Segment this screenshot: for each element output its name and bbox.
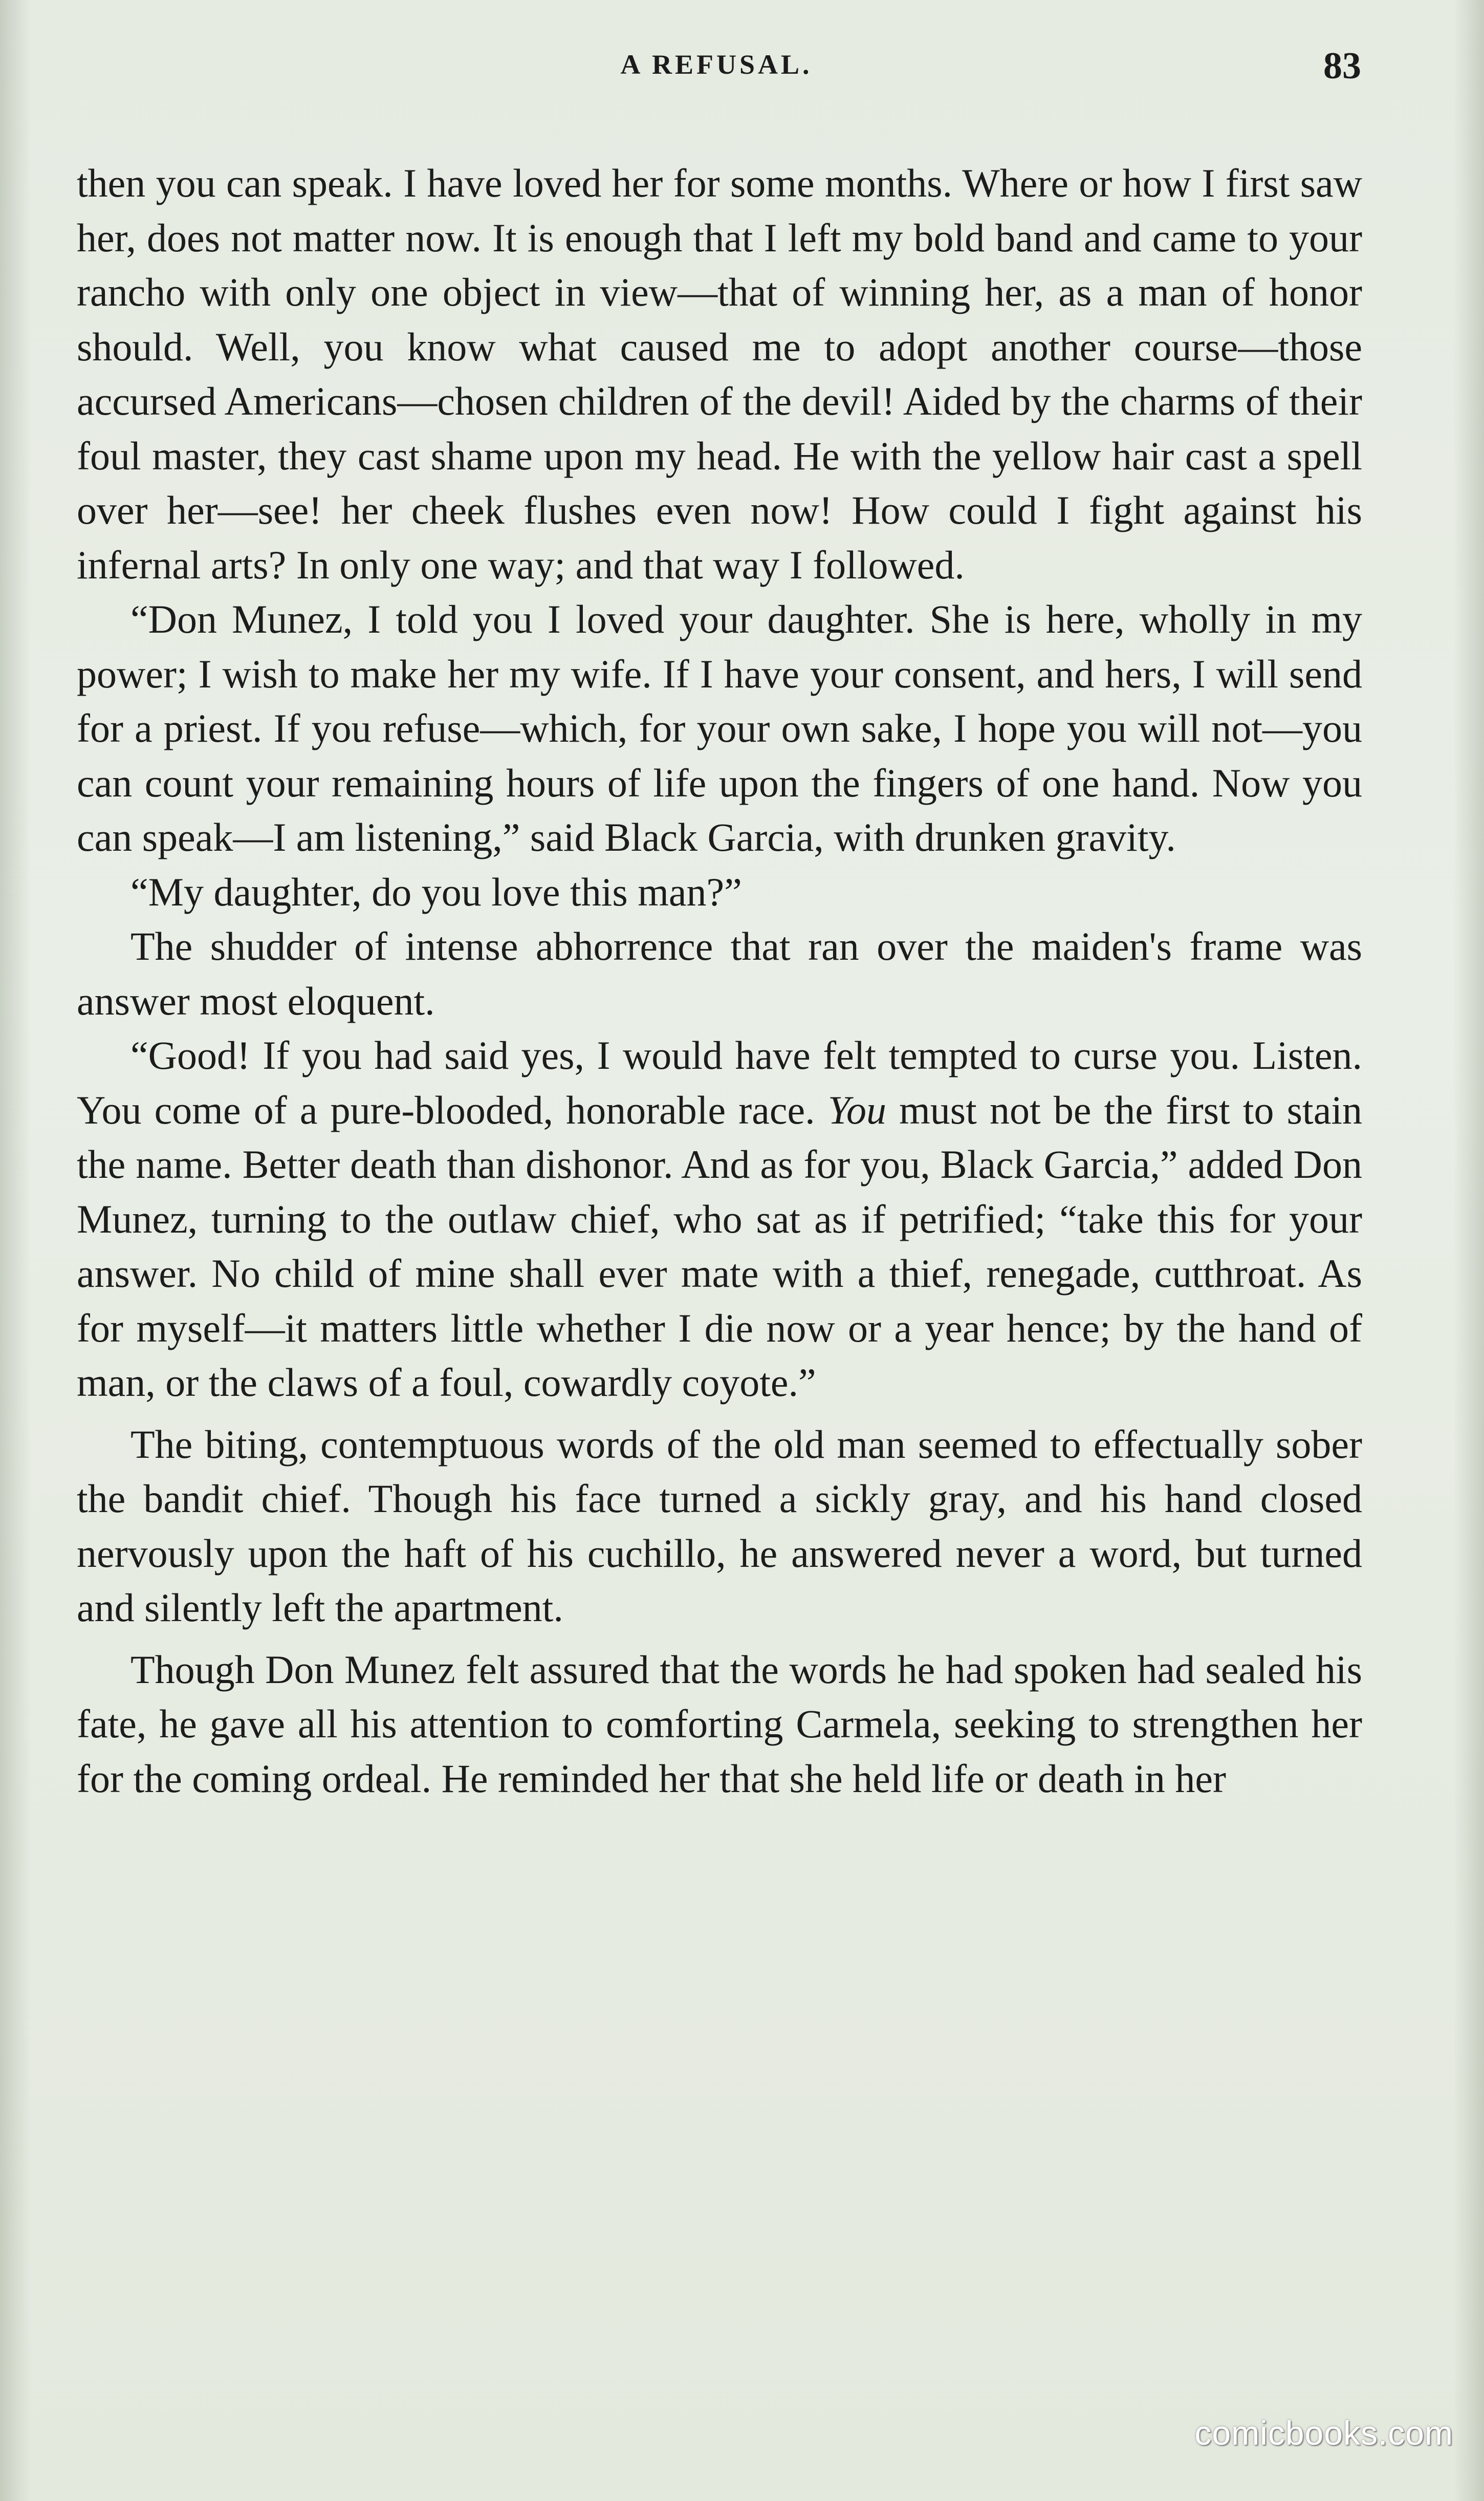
paragraph-5-emphasis: You bbox=[827, 1087, 886, 1132]
right-edge-shade bbox=[1453, 0, 1484, 2501]
paragraph-5-before: “Good! If you had said yes, I would have felt tempted to curse you. Listen. You come of a pure-blooded, honorable race. bbox=[77, 1033, 1362, 1132]
body-text bbox=[77, 156, 1362, 1806]
paragraph-6: The biting, contemptuous words of the old man seemed to effectually sober the bandit chief. Though his face turned a sickly gray, and his hand closed nervously upon the haft of his cuchillo, he answered never a word, but turned and silently left the apartment. bbox=[77, 1421, 1362, 1630]
paragraph-1: then you can speak. I have loved her for some months. Where or how I first saw her, does not matter now. It is enough that I left my bold band and came to your rancho with only one object in view—that of winning her, as a man of honor should. Well, you know what caused me to adopt another course—those accursed Americans—chosen children of the devil! Aided by the charms of their foul master, they cast shame upon my head. He with the yellow hair cast a spell over her—see! her cheek flushes even now! How could I fight against his infernal arts? In only one way; and that way I followed. bbox=[77, 161, 1362, 587]
paragraph-5-after: must not be the first to stain the name. Better death than dishonor. And as for you, Black Garcia,” added Don Munez, turning to the outlaw chief, who sat as if petrified; “take this for your answer. No child of mine shall ever mate with a thief, renegade, cutthroat. As for myself—it matters little whether I die now or a year hence; by the hand of man, or the claws of a foul, cowardly coyote.” bbox=[77, 1087, 1362, 1405]
paragraph-3: “My daughter, do you love this man?” bbox=[130, 869, 742, 914]
watermark-text: comicbooks.com bbox=[1194, 2414, 1453, 2452]
paragraph-7: Though Don Munez felt assured that the words he had spoken had sealed his fate, he gave all his attention to comforting Carmela, seeking to strengthen her for the coming ordeal. He reminded her that she held life or death in her bbox=[77, 1647, 1362, 1801]
paragraph-5 bbox=[77, 1028, 1362, 1410]
paragraph-4: The shudder of intense abhorrence that ran over the maiden's frame was answer most eloquent. bbox=[77, 924, 1362, 1023]
paragraph-2: “Don Munez, I told you I loved your daughter. She is here, wholly in my power; I wish to make her my wife. If I have your consent, and hers, I will send for a priest. If you refuse—which, for your own sake, I hope you will not—you can count your remaining hours of life upon the fingers of one hand. Now you can speak—I am listening,” said Black Garcia, with drunken gravity. bbox=[77, 597, 1362, 859]
left-edge-shade bbox=[0, 0, 31, 2501]
page-number: 83 bbox=[1323, 45, 1361, 87]
running-head: A REFUSAL. bbox=[620, 49, 813, 80]
page-header bbox=[77, 45, 1361, 95]
